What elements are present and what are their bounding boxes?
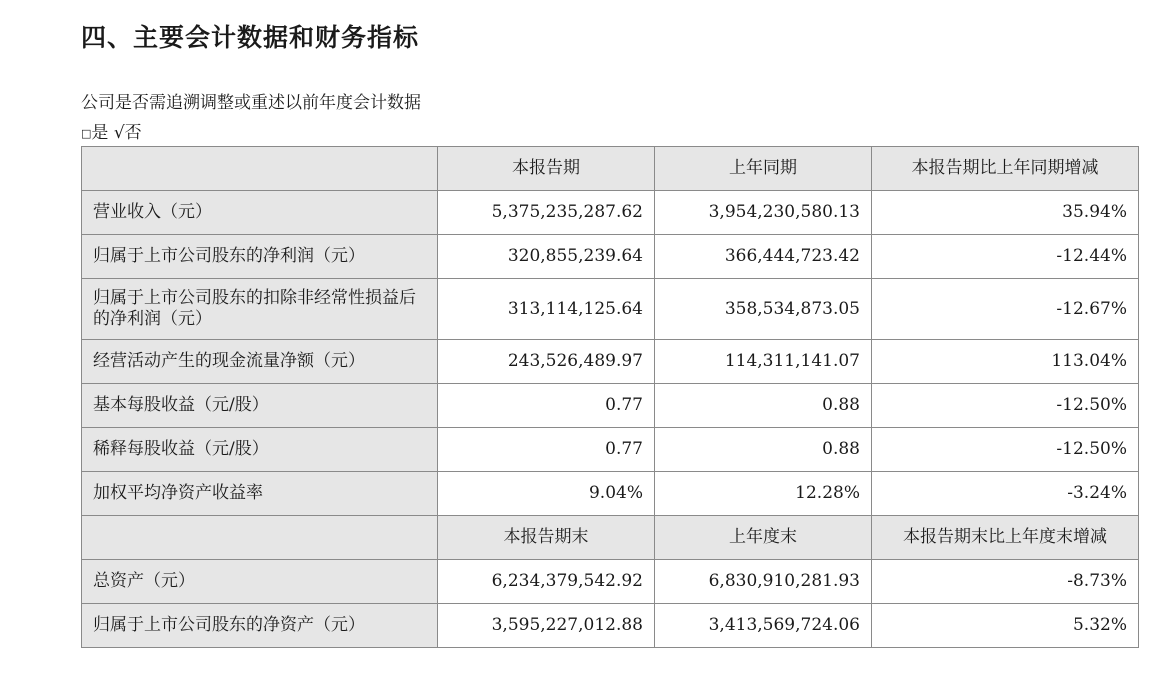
previous-value: 0.88 xyxy=(655,384,872,428)
change-value: -8.73% xyxy=(872,560,1139,604)
table-row xyxy=(82,604,1139,648)
previous-value: 3,413,569,724.06 xyxy=(655,604,872,648)
answer-yes-label: 是 xyxy=(91,123,109,143)
change-value: -12.67% xyxy=(872,279,1139,340)
row-label: 营业收入（元） xyxy=(82,191,438,235)
current-value: 0.77 xyxy=(438,428,655,472)
header-cell-current-period: 本报告期 xyxy=(438,147,655,191)
table-row xyxy=(82,560,1139,604)
header-cell-prior-year-end: 上年度末 xyxy=(655,516,872,560)
table-row xyxy=(82,472,1139,516)
row-label: 稀释每股收益（元/股） xyxy=(82,428,438,472)
previous-value: 0.88 xyxy=(655,428,872,472)
check-mark-icon: √ xyxy=(113,123,125,143)
header-cell-prior-period: 上年同期 xyxy=(655,147,872,191)
table-row xyxy=(82,191,1139,235)
change-value: 35.94% xyxy=(872,191,1139,235)
current-value: 9.04% xyxy=(438,472,655,516)
header-cell-blank xyxy=(82,147,438,191)
current-value: 243,526,489.97 xyxy=(438,340,655,384)
previous-value: 3,954,230,580.13 xyxy=(655,191,872,235)
table-header-row xyxy=(82,147,1139,191)
previous-value: 114,311,141.07 xyxy=(655,340,872,384)
current-value: 3,595,227,012.88 xyxy=(438,604,655,648)
previous-value: 12.28% xyxy=(655,472,872,516)
section-heading: 四、主要会计数据和财务指标 xyxy=(81,23,420,52)
current-value: 6,234,379,542.92 xyxy=(438,560,655,604)
change-value: 113.04% xyxy=(872,340,1139,384)
current-value: 320,855,239.64 xyxy=(438,235,655,279)
table-row xyxy=(82,235,1139,279)
table-header-row xyxy=(82,516,1139,560)
row-label: 总资产（元） xyxy=(82,560,438,604)
previous-value: 358,534,873.05 xyxy=(655,279,872,340)
change-value: -12.50% xyxy=(872,428,1139,472)
header-cell-year-end-change: 本报告期末比上年度末增减 xyxy=(872,516,1139,560)
unchecked-box-icon: □ xyxy=(81,127,92,140)
row-label: 归属于上市公司股东的净资产（元） xyxy=(82,604,438,648)
row-label: 经营活动产生的现金流量净额（元） xyxy=(82,340,438,384)
header-cell-period-change: 本报告期比上年同期增减 xyxy=(872,147,1139,191)
answer-no-label: 否 xyxy=(124,123,142,143)
current-value: 5,375,235,287.62 xyxy=(438,191,655,235)
financial-indicators-table xyxy=(81,146,1139,648)
header-cell-blank xyxy=(82,516,438,560)
previous-value: 366,444,723.42 xyxy=(655,235,872,279)
row-label: 归属于上市公司股东的净利润（元） xyxy=(82,235,438,279)
change-value: -12.50% xyxy=(872,384,1139,428)
row-label: 归属于上市公司股东的扣除非经常性损益后的净利润（元） xyxy=(82,279,438,340)
current-value: 0.77 xyxy=(438,384,655,428)
previous-value: 6,830,910,281.93 xyxy=(655,560,872,604)
change-value: 5.32% xyxy=(872,604,1139,648)
current-value: 313,114,125.64 xyxy=(438,279,655,340)
restatement-question: 公司是否需追溯调整或重述以前年度会计数据 xyxy=(81,93,421,113)
change-value: -3.24% xyxy=(872,472,1139,516)
restatement-answer xyxy=(81,118,142,143)
row-label: 基本每股收益（元/股） xyxy=(82,384,438,428)
change-value: -12.44% xyxy=(872,235,1139,279)
row-label: 加权平均净资产收益率 xyxy=(82,472,438,516)
header-cell-current-period-end: 本报告期末 xyxy=(438,516,655,560)
table-row xyxy=(82,279,1139,340)
table-row xyxy=(82,428,1139,472)
table-row xyxy=(82,384,1139,428)
table-row xyxy=(82,340,1139,384)
